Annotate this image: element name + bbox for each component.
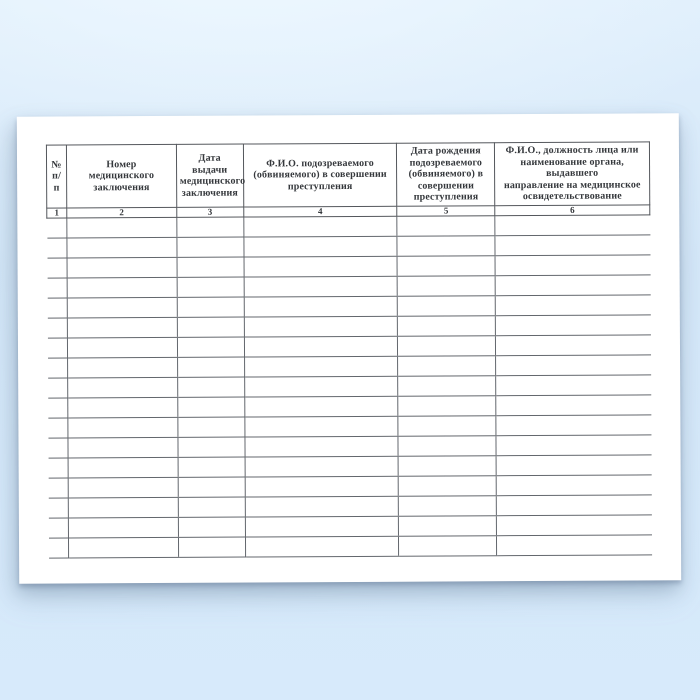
table-cell	[397, 256, 495, 277]
table-cell	[67, 257, 177, 278]
header-line: направление на медицинское	[503, 179, 641, 191]
table-cell	[47, 278, 67, 298]
table-cell	[399, 516, 497, 537]
table-cell	[245, 536, 399, 557]
header-line: совершении	[417, 180, 475, 192]
table-cell	[496, 415, 651, 436]
table-cell	[47, 298, 67, 318]
header-line: Дата рождения	[410, 145, 481, 157]
column-number: 4	[243, 206, 397, 217]
table-cell	[68, 477, 178, 498]
header-line: освидетельствование	[522, 190, 622, 203]
table-cell	[244, 416, 398, 437]
table-cell	[67, 217, 177, 238]
column-number: 3	[177, 207, 244, 217]
table-cell	[47, 238, 67, 258]
table-cell	[495, 215, 650, 236]
table-cell	[178, 437, 245, 457]
header-line: заключения	[181, 187, 238, 199]
header-line: медицинского	[88, 170, 155, 182]
table-cell	[48, 538, 68, 558]
table-cell	[68, 537, 178, 558]
table-cell	[244, 276, 398, 297]
table-cell	[398, 316, 496, 337]
table-cell	[496, 455, 651, 476]
header-row	[46, 142, 649, 208]
table-cell	[397, 276, 495, 297]
table-cell	[177, 257, 244, 277]
header-line: преступления	[287, 180, 353, 193]
table-cell	[399, 536, 497, 557]
table-cell	[48, 378, 68, 398]
table-cell	[245, 516, 399, 537]
table-cell	[245, 456, 399, 477]
table-cell	[245, 436, 399, 457]
table-cell	[177, 357, 244, 377]
table-cell	[399, 496, 497, 517]
empty-rows-body	[47, 215, 652, 558]
table-cell	[48, 478, 68, 498]
document-sheet	[17, 113, 681, 583]
table-cell	[177, 237, 244, 257]
table-cell	[398, 376, 496, 397]
table-cell	[244, 336, 398, 357]
header-line: преступления	[413, 191, 479, 203]
table-cell	[497, 535, 652, 556]
table-cell	[67, 277, 177, 298]
table-cell	[398, 336, 496, 357]
table-cell	[398, 296, 496, 317]
table-cell	[177, 317, 244, 337]
table-cell	[244, 296, 398, 317]
table-cell	[47, 338, 67, 358]
table-cell	[48, 398, 68, 418]
table-cell	[178, 417, 245, 437]
column-number: 2	[67, 207, 177, 218]
table-cell	[496, 435, 651, 456]
header-line: п/п	[52, 170, 62, 194]
table-cell	[245, 476, 399, 497]
table-cell	[244, 316, 398, 337]
table-cell	[48, 438, 68, 458]
table-cell	[177, 217, 244, 237]
header-line: заключения	[93, 181, 150, 194]
table-cell	[48, 518, 68, 538]
table-cell	[398, 396, 496, 417]
table-cell	[244, 236, 398, 257]
table-cell	[496, 375, 651, 396]
column-number: 6	[495, 205, 650, 216]
table-cell	[496, 475, 651, 496]
table-cell	[398, 456, 496, 477]
table-cell	[244, 356, 398, 377]
header-line: (обвиняемого) в	[408, 168, 484, 180]
table-cell	[68, 397, 178, 418]
table-cell	[177, 277, 244, 297]
table-cell	[178, 477, 245, 497]
column-number: 5	[397, 206, 495, 217]
header-line: Номер	[106, 158, 137, 171]
table-cell	[48, 458, 68, 478]
table-cell	[495, 255, 650, 276]
table-cell	[177, 297, 244, 317]
header-line: наименование органа, выдавшего	[520, 156, 624, 180]
table-cell	[496, 315, 651, 336]
column-number: 1	[47, 208, 67, 218]
register-table	[46, 141, 652, 558]
table-cell	[178, 397, 245, 417]
table-cell	[68, 517, 178, 538]
header-line: медицинского	[179, 175, 246, 187]
table-cell	[68, 437, 178, 458]
column-header-referring-official	[495, 142, 650, 206]
header-line: Ф.И.О. подозреваемого	[266, 157, 374, 170]
table-cell	[495, 295, 650, 316]
table-cell	[397, 216, 495, 237]
table-cell	[495, 275, 650, 296]
header-line: (обвиняемого) в совершении	[253, 169, 387, 181]
table-cell	[67, 237, 177, 258]
header-line: Ф.И.О., должность лица или	[505, 144, 639, 157]
table-cell	[177, 377, 244, 397]
table-cell	[48, 498, 68, 518]
table-cell	[399, 476, 497, 497]
column-header-issue-date	[176, 144, 246, 207]
table-cell	[178, 497, 245, 517]
table-cell	[495, 235, 650, 256]
header-line: №	[51, 159, 62, 171]
table-cell	[398, 436, 496, 457]
table-cell	[48, 418, 68, 438]
table-cell	[244, 396, 398, 417]
table-cell	[68, 497, 178, 518]
table-cell	[47, 258, 67, 278]
table-cell	[397, 236, 495, 257]
table-cell	[496, 335, 651, 356]
column-header-npp	[46, 145, 66, 208]
table-cell	[497, 495, 652, 516]
table-cell	[67, 337, 177, 358]
table-cell	[496, 395, 651, 416]
table-cell	[67, 317, 177, 338]
table-cell	[244, 256, 398, 277]
column-header-conclusion-number	[66, 144, 176, 208]
table-cell	[178, 517, 245, 537]
table-cell	[68, 417, 178, 438]
table-cell	[68, 377, 178, 398]
table-cell	[67, 357, 177, 378]
table-cell	[497, 515, 652, 536]
table-cell	[177, 337, 244, 357]
table-cell	[47, 218, 67, 238]
table-cell	[398, 356, 496, 377]
header-line: подозреваемого	[409, 157, 483, 169]
table-cell	[243, 216, 397, 237]
table-row	[48, 535, 651, 558]
table-cell	[178, 537, 245, 557]
table-cell	[398, 416, 496, 437]
table-cell	[496, 355, 651, 376]
table-cell	[245, 496, 399, 517]
table-cell	[178, 457, 245, 477]
table-cell	[48, 358, 68, 378]
table-cell	[67, 297, 177, 318]
table-cell	[244, 376, 398, 397]
table-cell	[47, 318, 67, 338]
header-line: Дата выдачи	[192, 152, 228, 176]
column-header-suspect-birthdate	[397, 143, 495, 207]
column-header-suspect-name	[243, 143, 397, 207]
table-cell	[68, 457, 178, 478]
